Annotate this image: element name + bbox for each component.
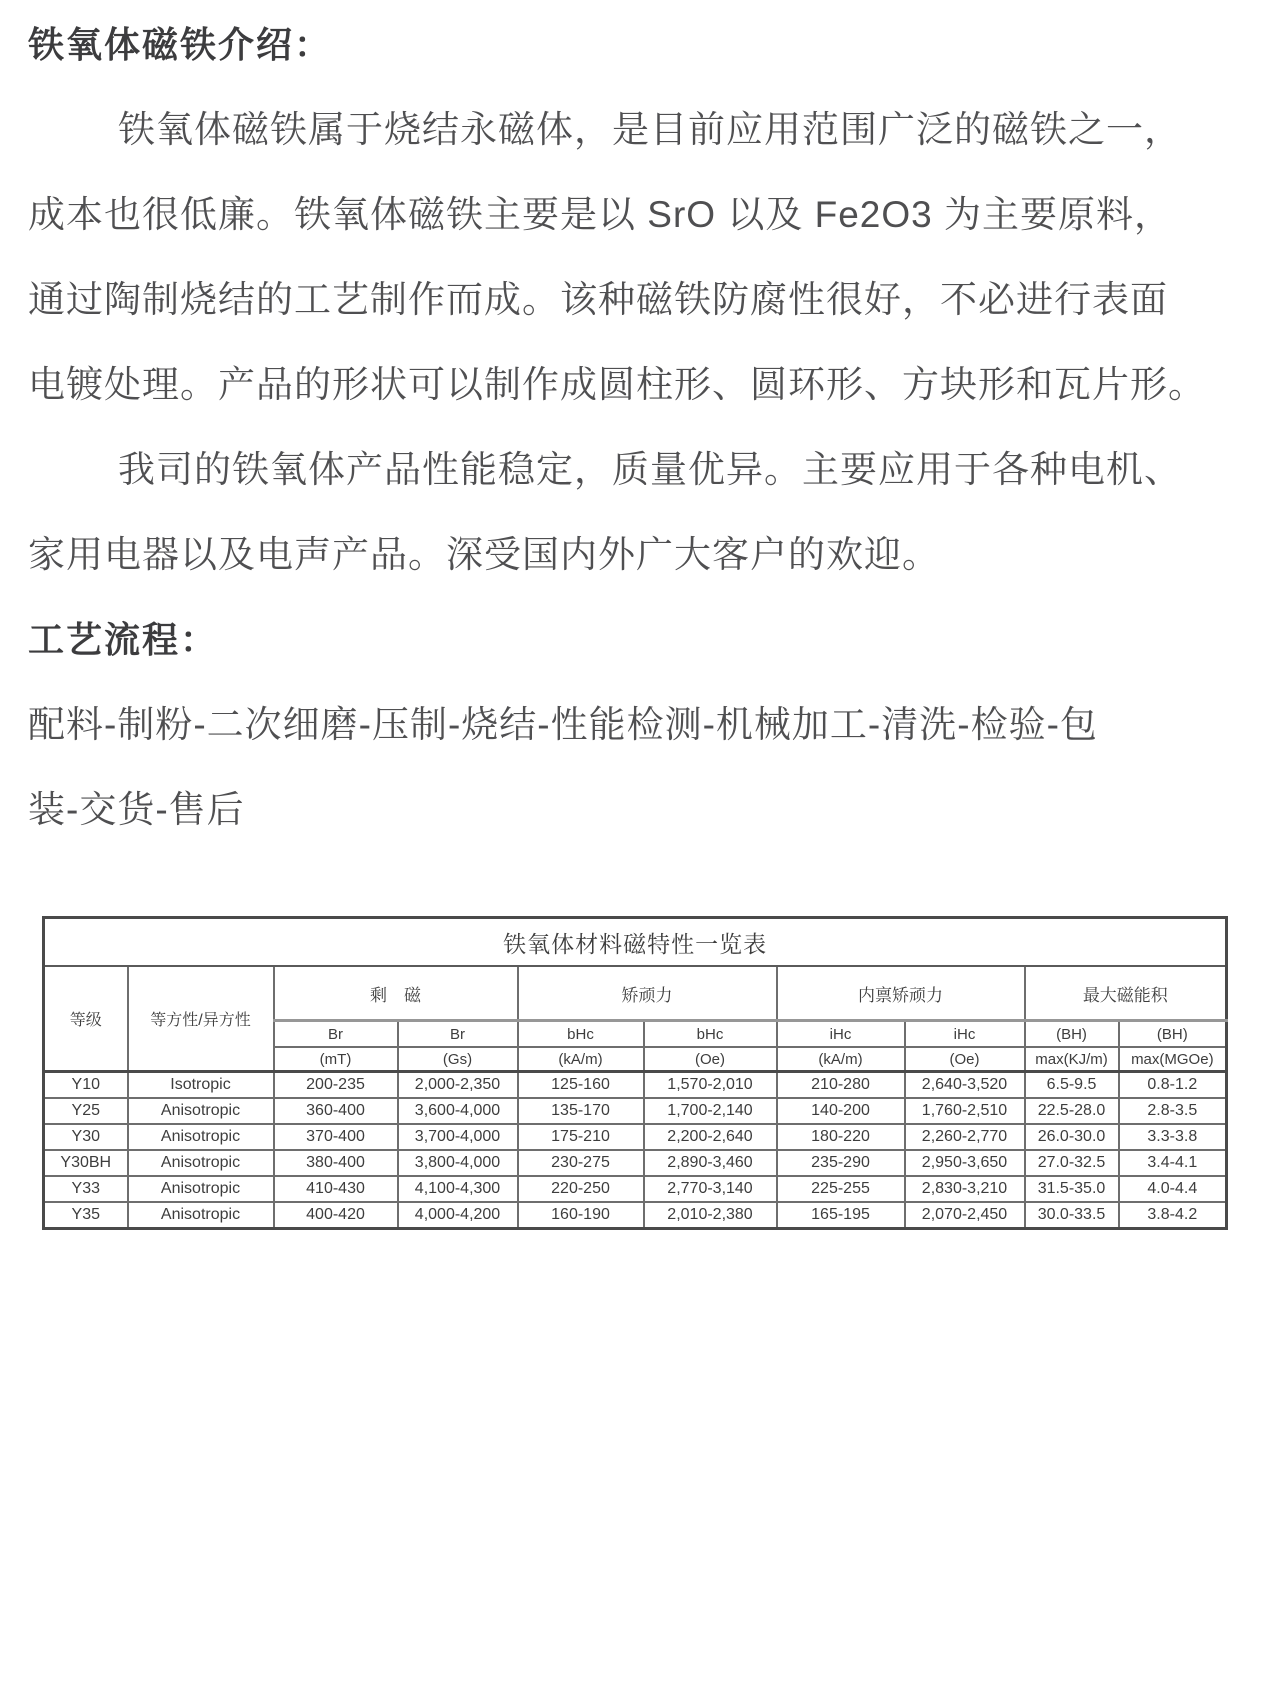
unit-header: max(MGOe) bbox=[1119, 1047, 1227, 1072]
sub-header: Br bbox=[398, 1021, 518, 1048]
group-header-remanence: 剩 磁 bbox=[274, 966, 518, 1021]
table-cell: 1,760-2,510 bbox=[905, 1098, 1025, 1124]
unit-header: (Gs) bbox=[398, 1047, 518, 1072]
table-cell: 30.0-33.5 bbox=[1025, 1202, 1119, 1229]
table-cell: 180-220 bbox=[777, 1124, 905, 1150]
table-cell: Anisotropic bbox=[128, 1176, 274, 1202]
unit-header: (Oe) bbox=[905, 1047, 1025, 1072]
table-cell: Y30 bbox=[44, 1124, 128, 1150]
table-cell: Isotropic bbox=[128, 1072, 274, 1099]
table-cell: 1,570-2,010 bbox=[644, 1072, 777, 1099]
table-cell: 360-400 bbox=[274, 1098, 398, 1124]
table-cell: 0.8-1.2 bbox=[1119, 1072, 1227, 1099]
table-cell: 6.5-9.5 bbox=[1025, 1072, 1119, 1099]
table-cell: 380-400 bbox=[274, 1150, 398, 1176]
sub-header: Br bbox=[274, 1021, 398, 1048]
table-cell: 22.5-28.0 bbox=[1025, 1098, 1119, 1124]
group-header-max-energy-product: 最大磁能积 bbox=[1025, 966, 1227, 1021]
table-cell: 2,260-2,770 bbox=[905, 1124, 1025, 1150]
intro-line: 成本也很低廉。铁氧体磁铁主要是以 SrO 以及 Fe2O3 为主要原料， bbox=[28, 194, 1173, 235]
sub-header: (BH) bbox=[1025, 1021, 1119, 1048]
table-cell: 220-250 bbox=[518, 1176, 644, 1202]
table-cell: 2,640-3,520 bbox=[905, 1072, 1025, 1099]
sub-header: bHc bbox=[644, 1021, 777, 1048]
table-cell: 410-430 bbox=[274, 1176, 398, 1202]
table-cell: 3.3-3.8 bbox=[1119, 1124, 1227, 1150]
process-line: 装-交货-售后 bbox=[28, 789, 245, 830]
intro-heading: 铁氧体磁铁介绍： bbox=[28, 24, 333, 65]
table-cell: 125-160 bbox=[518, 1072, 644, 1099]
table-row bbox=[44, 1176, 1227, 1202]
sub-header: bHc bbox=[518, 1021, 644, 1048]
table-cell: 2,200-2,640 bbox=[644, 1124, 777, 1150]
col-header-isotropy: 等方性/异方性 bbox=[128, 966, 274, 1072]
process-heading: 工艺流程： bbox=[28, 619, 219, 660]
table-row bbox=[44, 1072, 1227, 1099]
sub-header: iHc bbox=[905, 1021, 1025, 1048]
table-cell: Y33 bbox=[44, 1176, 128, 1202]
intro-line: 家用电器以及电声产品。深受国内外广大客户的欢迎。 bbox=[28, 534, 940, 575]
table-cell: 31.5-35.0 bbox=[1025, 1176, 1119, 1202]
table-cell: 160-190 bbox=[518, 1202, 644, 1229]
unit-header: (Oe) bbox=[644, 1047, 777, 1072]
table-cell: Anisotropic bbox=[128, 1124, 274, 1150]
table-cell: 230-275 bbox=[518, 1150, 644, 1176]
table-cell: 4,100-4,300 bbox=[398, 1176, 518, 1202]
unit-header: (mT) bbox=[274, 1047, 398, 1072]
unit-header: (kA/m) bbox=[518, 1047, 644, 1072]
process-line: 配料-制粉-二次细磨-压制-烧结-性能检测-机械加工-清洗-检验-包 bbox=[28, 704, 1098, 745]
group-header-coercivity: 矫顽力 bbox=[518, 966, 777, 1021]
table-cell: 210-280 bbox=[777, 1072, 905, 1099]
table-row bbox=[44, 1124, 1227, 1150]
table-cell: 400-420 bbox=[274, 1202, 398, 1229]
table-cell: 235-290 bbox=[777, 1150, 905, 1176]
table-cell: 225-255 bbox=[777, 1176, 905, 1202]
table-row bbox=[44, 1098, 1227, 1124]
table-cell: 2,000-2,350 bbox=[398, 1072, 518, 1099]
table-cell: 4,000-4,200 bbox=[398, 1202, 518, 1229]
table-cell: 2.8-3.5 bbox=[1119, 1098, 1227, 1124]
table-cell: Y10 bbox=[44, 1072, 128, 1099]
table-cell: 3.8-4.2 bbox=[1119, 1202, 1227, 1229]
table-cell: Anisotropic bbox=[128, 1150, 274, 1176]
sub-header: iHc bbox=[777, 1021, 905, 1048]
unit-header: max(KJ/m) bbox=[1025, 1047, 1119, 1072]
intro-line: 电镀处理。产品的形状可以制作成圆柱形、圆环形、方块形和瓦片形。 bbox=[28, 364, 1206, 405]
table-cell: 2,890-3,460 bbox=[644, 1150, 777, 1176]
spec-table bbox=[42, 916, 1228, 1230]
table-cell: Anisotropic bbox=[128, 1202, 274, 1229]
table-cell: 4.0-4.4 bbox=[1119, 1176, 1227, 1202]
intro-line: 铁氧体磁铁属于烧结永磁体，是目前应用范围广泛的磁铁之一， bbox=[118, 109, 1182, 150]
spec-table-body bbox=[44, 1072, 1227, 1229]
sub-header: (BH) bbox=[1119, 1021, 1227, 1048]
table-cell: 135-170 bbox=[518, 1098, 644, 1124]
intro-line: 通过陶制烧结的工艺制作而成。该种磁铁防腐性很好，不必进行表面 bbox=[28, 279, 1168, 320]
table-cell: Y30BH bbox=[44, 1150, 128, 1176]
table-cell: 3.4-4.1 bbox=[1119, 1150, 1227, 1176]
col-header-grade: 等级 bbox=[44, 966, 128, 1072]
table-row bbox=[44, 1202, 1227, 1229]
table-cell: Y25 bbox=[44, 1098, 128, 1124]
table-title-row bbox=[44, 918, 1227, 967]
table-cell: Anisotropic bbox=[128, 1098, 274, 1124]
table-cell: 175-210 bbox=[518, 1124, 644, 1150]
unit-header: (kA/m) bbox=[777, 1047, 905, 1072]
table-cell: 2,950-3,650 bbox=[905, 1150, 1025, 1176]
table-cell: 2,770-3,140 bbox=[644, 1176, 777, 1202]
table-group-header-row bbox=[44, 966, 1227, 1021]
table-cell: 26.0-30.0 bbox=[1025, 1124, 1119, 1150]
table-cell: 1,700-2,140 bbox=[644, 1098, 777, 1124]
table-cell: 3,700-4,000 bbox=[398, 1124, 518, 1150]
table-row bbox=[44, 1150, 1227, 1176]
table-cell: 165-195 bbox=[777, 1202, 905, 1229]
table-cell: 3,600-4,000 bbox=[398, 1098, 518, 1124]
table-cell: 3,800-4,000 bbox=[398, 1150, 518, 1176]
table-title: 铁氧体材料磁特性一览表 bbox=[44, 918, 1227, 967]
intro-line: 我司的铁氧体产品性能稳定，质量优异。主要应用于各种电机、 bbox=[118, 449, 1182, 490]
table-cell: 2,830-3,210 bbox=[905, 1176, 1025, 1202]
table-cell: 200-235 bbox=[274, 1072, 398, 1099]
table-cell: Y35 bbox=[44, 1202, 128, 1229]
table-cell: 140-200 bbox=[777, 1098, 905, 1124]
table-cell: 27.0-32.5 bbox=[1025, 1150, 1119, 1176]
table-cell: 370-400 bbox=[274, 1124, 398, 1150]
table-cell: 2,010-2,380 bbox=[644, 1202, 777, 1229]
table-cell: 2,070-2,450 bbox=[905, 1202, 1025, 1229]
group-header-intrinsic-coercivity: 内禀矫顽力 bbox=[777, 966, 1025, 1021]
